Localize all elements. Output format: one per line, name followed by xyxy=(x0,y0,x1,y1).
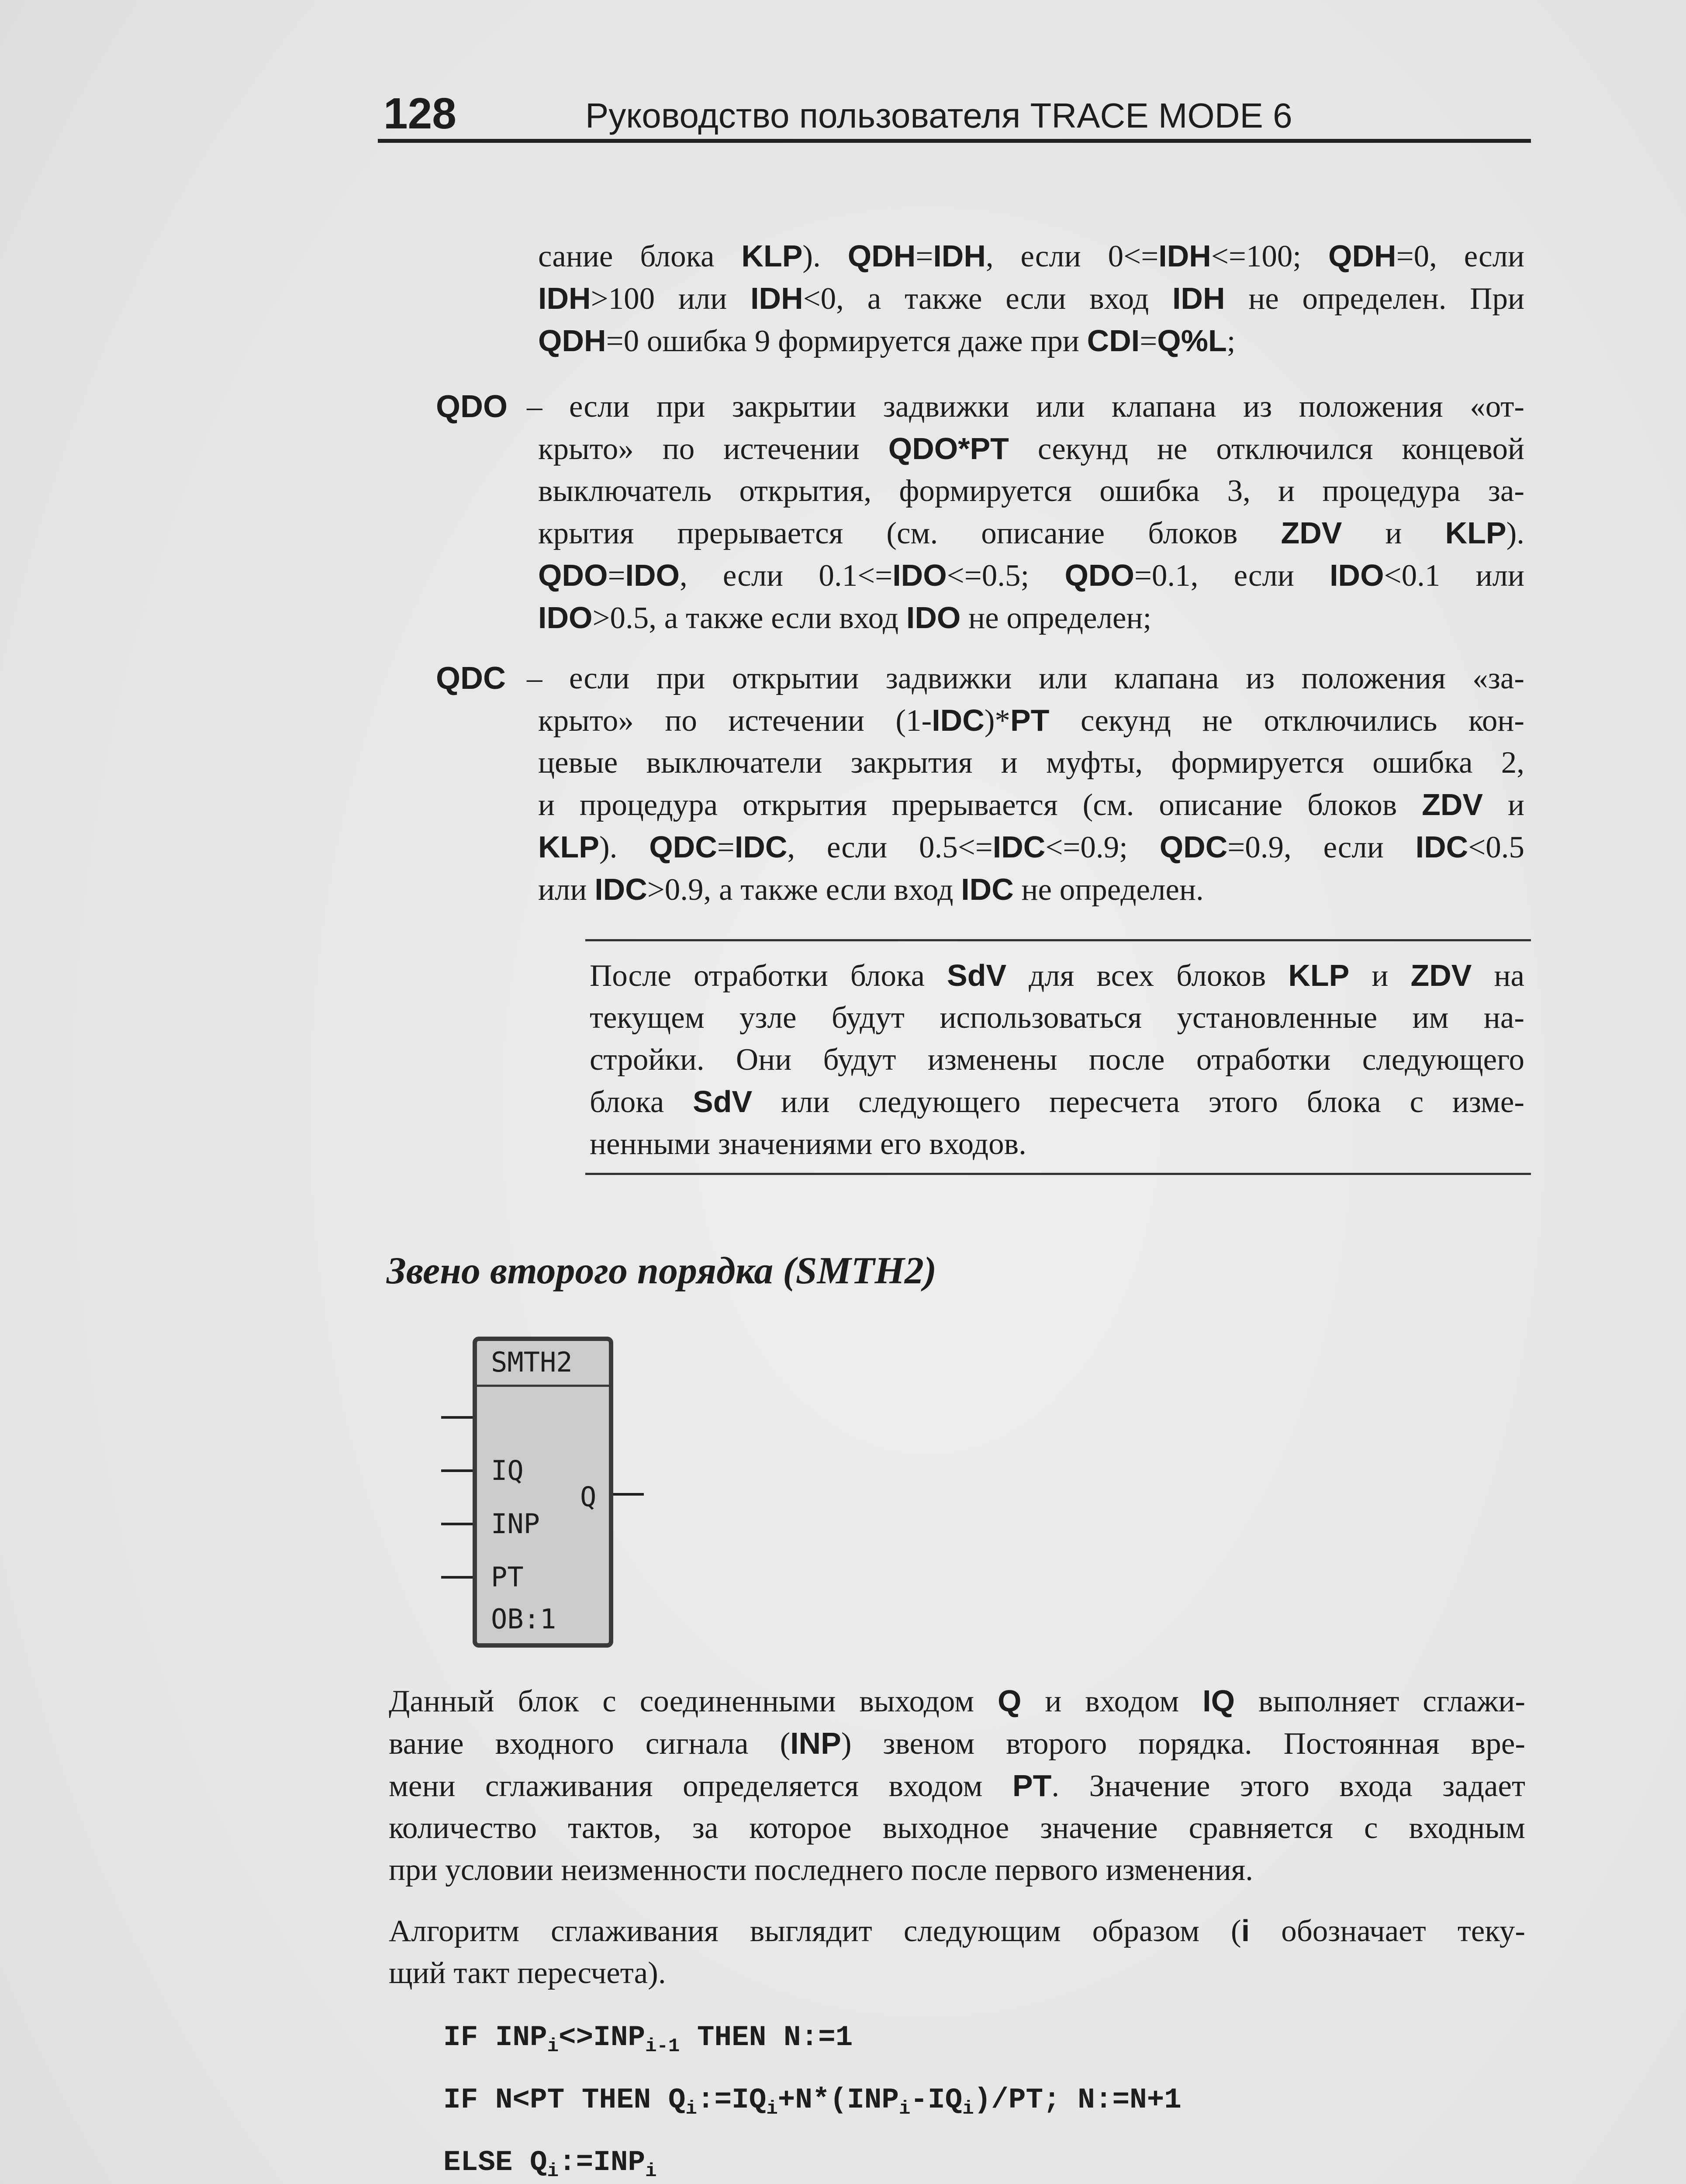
text-line: Данный блок с соединенными выходом Q и входом IQ выполняет сглажи- xyxy=(389,1684,1525,1718)
term-qdc: QDC xyxy=(436,661,506,696)
page-number: 128 xyxy=(383,89,456,138)
text-line: и процедура открытия прерывается (см. описание блоков ZDV и xyxy=(538,788,1524,822)
text-line: ненными значениями его входов. xyxy=(590,1127,1026,1161)
input-pin-inp xyxy=(441,1523,473,1525)
text-line: IDH>100 или IDH<0, а также если вход IDH не определен. При xyxy=(538,281,1525,316)
code-line-2: IF N<PT THEN $Q_i:=IQ_i+N*(INP_i-IQ_i)/PT$; N:=N+1 xyxy=(443,2084,1182,2120)
input-pin-iq xyxy=(441,1469,473,1472)
text-line: мени сглаживания определяется входом PT. Значение этого входа задает xyxy=(389,1769,1526,1803)
text-line: – если при открытии задвижки или клапана из положения «за- xyxy=(527,661,1524,695)
output-pin-q xyxy=(613,1493,644,1496)
text-line: количество тактов, за которое выходное значение сравняется с входным xyxy=(389,1811,1525,1845)
code-line-1: IF $INP_i<>INP_{i-1}$ THEN N:=1 xyxy=(443,2021,853,2058)
text-line: KLP). QDC=IDC, если 0.5<=IDC<=0.9; QDC=0.9, если IDC<0.5 xyxy=(538,830,1524,864)
input-label-inp: INP xyxy=(491,1508,540,1540)
qdc-definition xyxy=(527,657,1524,911)
text-line: текущем узле будут использоваться установленные им на- xyxy=(590,1001,1524,1035)
text-line: блока SdV или следующего пересчета этого блока с изме- xyxy=(590,1085,1524,1119)
text-line: Алгоритм сглаживания выглядит следующим образом (i обозначает теку- xyxy=(389,1914,1525,1948)
text-line: щий такт пересчета). xyxy=(389,1956,666,1990)
text-line: или IDC>0.9, а также если вход IDC не определен. xyxy=(538,872,1204,907)
block-header-divider xyxy=(477,1385,609,1387)
input-label-pt: PT xyxy=(491,1561,524,1593)
text-line: сание блока KLP). QDH=IDH, если 0<=IDH<=100; QDH=0, если xyxy=(538,239,1525,273)
text-line: крытия прерывается (см. описание блоков ZDV и KLP). xyxy=(538,516,1524,550)
qdo-definition xyxy=(527,386,1524,639)
text-line: выключатель открытия, формируется ошибка 3, и процедура за- xyxy=(538,474,1524,508)
text-line: QDO=IDO, если 0.1<=IDO<=0.5; QDO=0.1, если IDO<0.1 или xyxy=(538,558,1524,593)
continued-paragraph xyxy=(538,235,1524,362)
text-line: После отработки блока SdV для всех блоков KLP и ZDV на xyxy=(590,958,1525,993)
smth2-block-diagram xyxy=(473,1337,613,1648)
text-line: – если при закрытии задвижки или клапана из положения «от- xyxy=(527,390,1524,424)
text-line: стройки. Они будут изменены после отработки следующего xyxy=(590,1043,1524,1077)
header-rule xyxy=(378,139,1531,143)
input-pin-top xyxy=(441,1416,473,1419)
block-description xyxy=(389,1680,1525,1891)
text-line: вание входного сигнала (INP) звеном второго порядка. Постоянная вре- xyxy=(389,1726,1525,1761)
running-title: Руководство пользователя TRACE MODE 6 xyxy=(585,96,1292,135)
note-bottom-rule xyxy=(585,1173,1531,1175)
code-line-3: ELSE $Q_i:=INP_i$ xyxy=(443,2146,657,2183)
term-qdo: QDO xyxy=(436,389,508,424)
input-label-iq: IQ xyxy=(491,1455,524,1486)
block-order-label: OB:1 xyxy=(491,1603,556,1635)
text-line: крыто» по истечении QDO*PT секунд не отключился концевой xyxy=(538,432,1524,466)
section-heading: Звено второго порядка (SMTH2) xyxy=(387,1250,937,1292)
text-line: цевые выключатели закрытия и муфты, формируется ошибка 2, xyxy=(538,746,1524,780)
output-label-q: Q xyxy=(580,1481,597,1513)
text-line: IDO>0.5, а также если вход IDO не определен; xyxy=(538,601,1152,635)
input-pin-pt xyxy=(441,1576,473,1579)
text-line: крыто» по истечении (1-IDC)*PT секунд не отключились кон- xyxy=(538,703,1524,738)
block-name: SMTH2 xyxy=(491,1346,573,1378)
text-line: при условии неизменности последнего после первого изменения. xyxy=(389,1853,1254,1887)
note-top-rule xyxy=(585,939,1531,941)
note-paragraph xyxy=(590,954,1524,1165)
text-line: QDH=0 ошибка 9 формируется даже при CDI=Q%L; xyxy=(538,324,1236,358)
algorithm-intro xyxy=(389,1910,1525,1994)
